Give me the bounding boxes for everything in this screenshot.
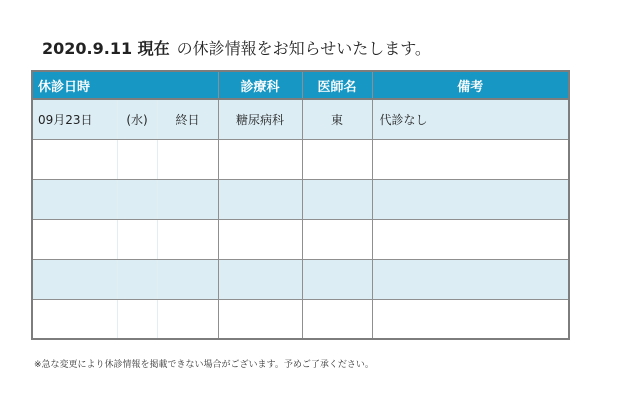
header-date: 休診日時: [32, 71, 218, 99]
title-suffix: の休診情報をお知らせいたします。: [176, 39, 431, 58]
cell-weekday: [117, 299, 157, 339]
cell-department: [218, 179, 302, 219]
cell-doctor: [302, 299, 372, 339]
cell-date: 09月23日: [32, 99, 117, 139]
cell-department: 糖尿病科: [218, 99, 302, 139]
cell-department: [218, 139, 302, 179]
cell-remarks: [372, 139, 569, 179]
cell-department: [218, 259, 302, 299]
cell-date: [32, 299, 117, 339]
cell-weekday: [117, 179, 157, 219]
title-date: 2020.9.11 現在: [42, 39, 170, 58]
cell-period: [157, 139, 218, 179]
table-row: [32, 139, 569, 179]
table-row: [32, 219, 569, 259]
cell-period: [157, 179, 218, 219]
table-header-row: [32, 71, 569, 99]
cell-department: [218, 219, 302, 259]
cell-weekday: [117, 259, 157, 299]
cell-period: [157, 299, 218, 339]
cell-doctor: [302, 179, 372, 219]
cell-doctor: [302, 259, 372, 299]
header-department: 診療科: [218, 71, 302, 99]
cell-weekday: [117, 139, 157, 179]
table-row: [32, 179, 569, 219]
cell-date: [32, 259, 117, 299]
disclaimer-note: ※急な変更により休診情報を掲載できない場合がございます。予めご了承ください。: [34, 360, 374, 370]
cell-remarks: [372, 179, 569, 219]
cell-weekday: [117, 219, 157, 259]
cell-weekday: (水): [117, 99, 157, 139]
cell-remarks: [372, 219, 569, 259]
cell-period: [157, 219, 218, 259]
page-title: [42, 36, 431, 62]
cell-remarks: [372, 259, 569, 299]
cell-doctor: 東: [302, 99, 372, 139]
cell-remarks: [372, 299, 569, 339]
closure-table: [31, 70, 570, 340]
cell-doctor: [302, 219, 372, 259]
cell-date: [32, 219, 117, 259]
cell-period: [157, 259, 218, 299]
header-remarks: 備考: [372, 71, 569, 99]
table-row: [32, 99, 569, 139]
cell-date: [32, 179, 117, 219]
cell-period: 終日: [157, 99, 218, 139]
cell-doctor: [302, 139, 372, 179]
table-row: [32, 259, 569, 299]
cell-department: [218, 299, 302, 339]
cell-date: [32, 139, 117, 179]
table-row: [32, 299, 569, 339]
cell-remarks: 代診なし: [372, 99, 569, 139]
header-doctor: 医師名: [302, 71, 372, 99]
